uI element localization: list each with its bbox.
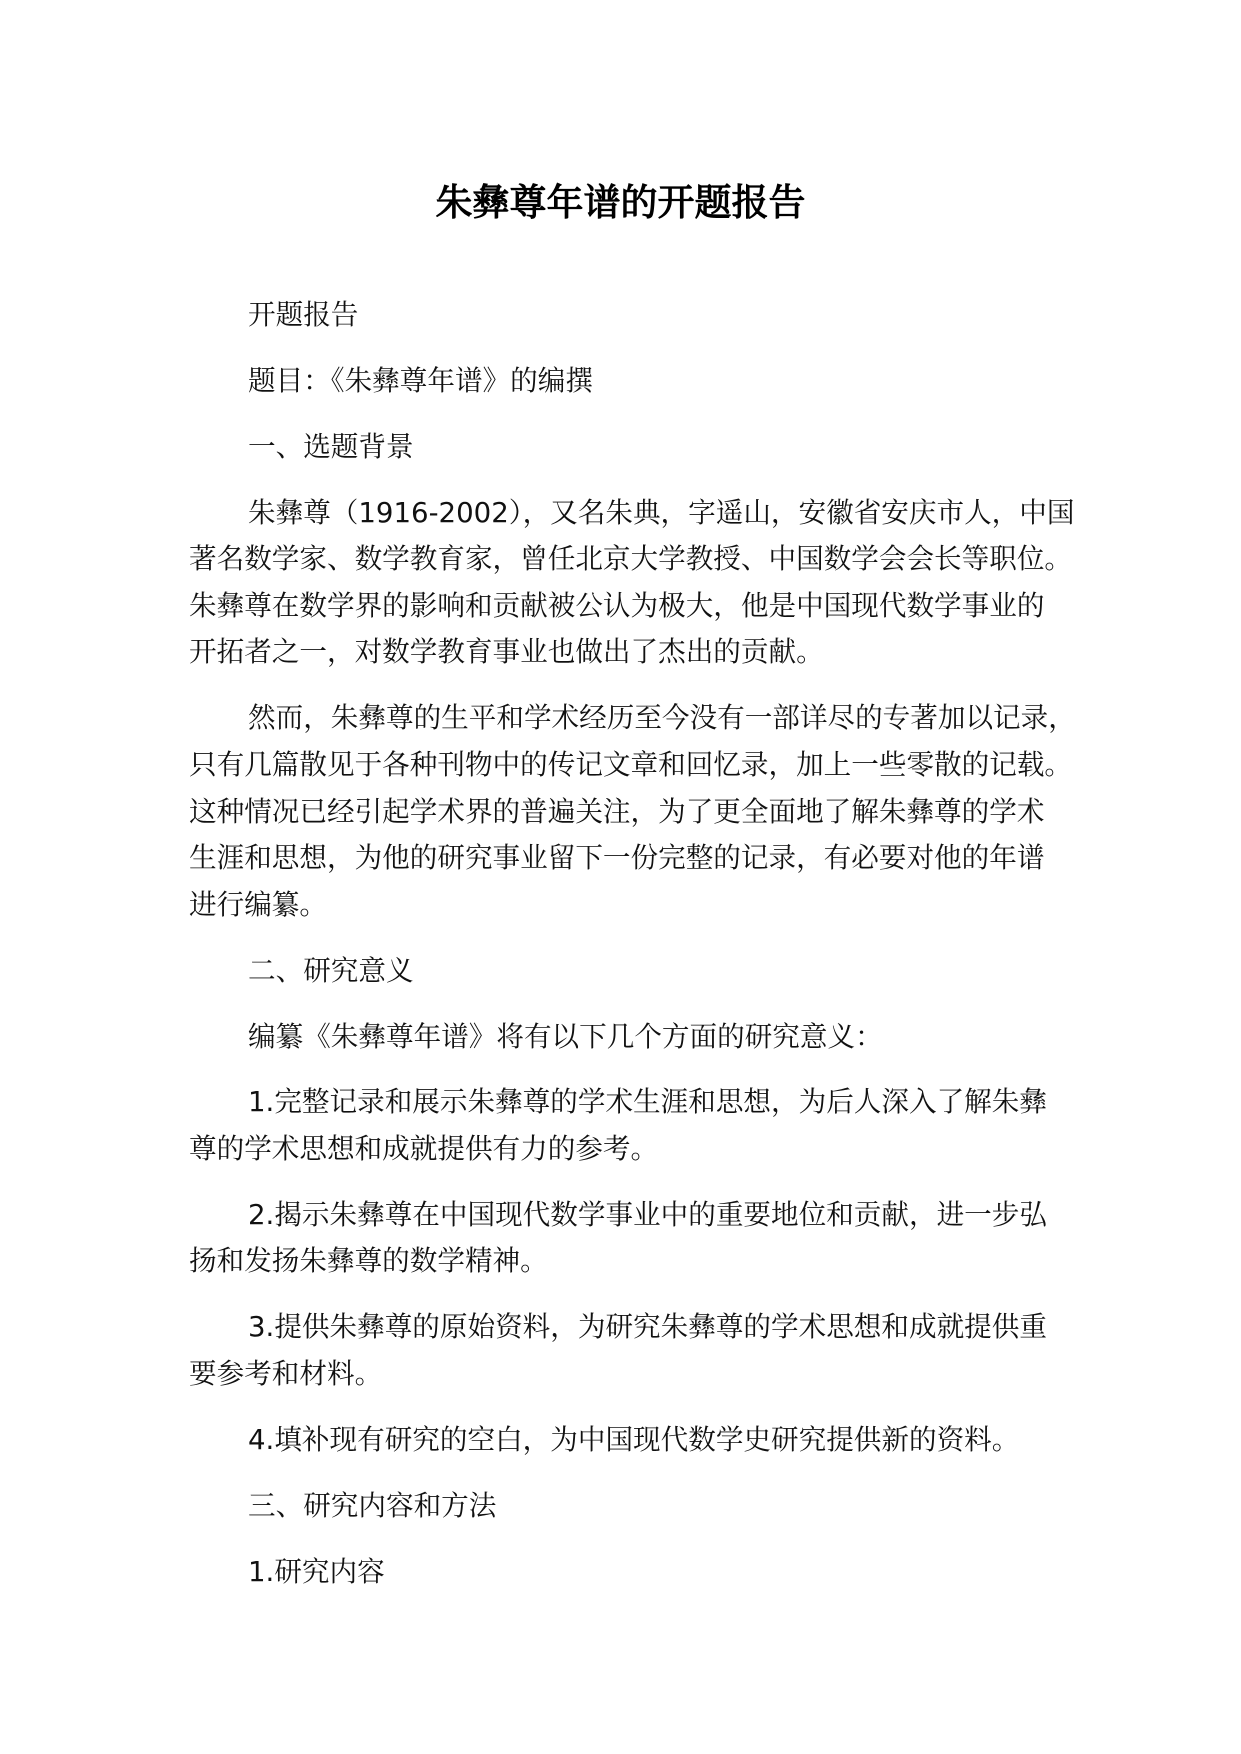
text-line: 1.完整记录和展示朱彝尊的学术生涯和思想，为后人深入了解朱彝: [248, 1085, 1047, 1119]
text-line: 朱彝尊（1916-2002），又名朱典，字遥山，安徽省安庆市人，中国: [248, 495, 1075, 529]
significance-intro: [189, 1014, 1189, 1061]
text-line: 编纂《朱彝尊年谱》将有以下几个方面的研究意义：: [248, 1019, 883, 1053]
text-line: 尊的学术思想和成就提供有力的参考。: [189, 1131, 659, 1165]
text-line: 开拓者之一，对数学教育事业也做出了杰出的贡献。: [189, 635, 824, 669]
text-line: 4.填补现有研究的空白，为中国现代数学史研究提供新的资料。: [248, 1422, 1020, 1456]
text-line: 三、研究内容和方法: [248, 1488, 497, 1522]
subsection-heading-content: [189, 1549, 1189, 1596]
text-line: 这种情况已经引起学术界的普遍关注，为了更全面地了解朱彝尊的学术: [189, 794, 1045, 828]
text-line: 二、研究意义: [248, 953, 414, 987]
section-heading-significance: [189, 948, 1189, 995]
text-line: 3.提供朱彝尊的原始资料，为研究朱彝尊的学术思想和成就提供重: [248, 1310, 1047, 1344]
text-line: 朱彝尊在数学界的影响和贡献被公认为极大，他是中国现代数学事业的: [189, 588, 1045, 622]
report-label: [189, 292, 1189, 339]
text-line: 开题报告: [248, 298, 359, 331]
background-paragraph-2: [189, 695, 1189, 928]
text-line: 然而，朱彝尊的生平和学术经历至今没有一部详尽的专著加以记录，: [248, 701, 1076, 735]
text-line: 1.研究内容: [248, 1554, 385, 1588]
section-heading-background: [189, 424, 1189, 471]
document-body: [189, 292, 1189, 1615]
text-line: 2.揭示朱彝尊在中国现代数学事业中的重要地位和贡献，进一步弘: [248, 1197, 1047, 1231]
text-line: 只有几篇散见于各种刊物中的传记文章和回忆录，加上一些零散的记载。: [189, 747, 1073, 781]
text-line: 进行编纂。: [189, 887, 327, 921]
text-line: 扬和发扬朱彝尊的数学精神。: [189, 1244, 548, 1278]
topic-line: [189, 358, 1189, 405]
significance-item-1: [189, 1079, 1189, 1172]
text-line: 一、选题背景: [248, 429, 414, 463]
significance-item-4: [189, 1417, 1189, 1464]
significance-item-3: [189, 1304, 1189, 1397]
section-heading-content-methods: [189, 1483, 1189, 1530]
text-line: 著名数学家、数学教育家，曾任北京大学教授、中国数学会会长等职位。: [189, 542, 1073, 576]
background-paragraph-1: [189, 490, 1189, 676]
text-line: 要参考和材料。: [189, 1356, 383, 1390]
text-line: 题目：《朱彝尊年谱》的编撰: [248, 363, 593, 397]
document-title: 朱彝尊年谱的开题报告: [435, 181, 806, 224]
text-line: 生涯和思想，为他的研究事业留下一份完整的记录，有必要对他的年谱: [189, 841, 1045, 875]
significance-item-2: [189, 1192, 1189, 1285]
